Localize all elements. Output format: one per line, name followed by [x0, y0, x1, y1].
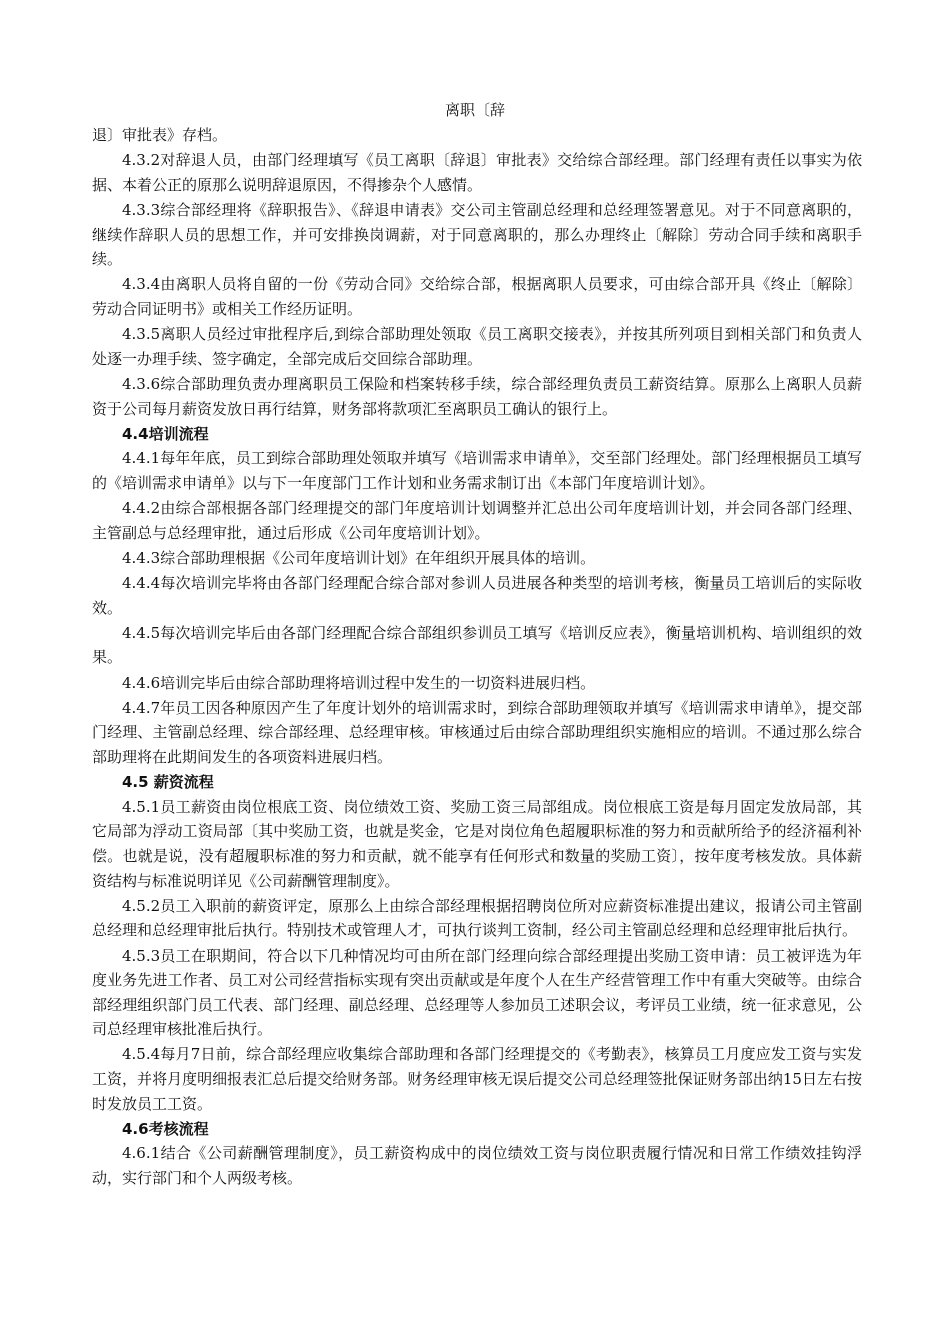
section-heading: 4.6考核流程	[122, 1119, 209, 1138]
paragraph: 4.4.2由综合部根据各部门经理提交的部门年度培训计划调整并汇总出公司年度培训计划，并会同各部门经理、主管副总与总经理审批，通过后形成《公司年度培训计划》。	[92, 499, 862, 542]
paragraph: 4.5.3员工在职期间，符合以下几种情况均可由所在部门经理向综合部经理提出奖励工资申请：员工被评选为年度业务先进工作者、员工对公司经营指标实现有突出贡献或是年度个人在生产经营管理工作中有重大突破等。由综合部经理组织部门员工代表、部门经理、副总经理、总经理等人参加员工述职会议，考评员工业绩，统一征求意见，公司总经理审核批准后执行。	[92, 946, 862, 1039]
paragraph: 4.4.3综合部助理根据《公司年度培训计划》在年组织开展具体的培训。	[122, 548, 596, 567]
document-body	[92, 123, 862, 1191]
paragraph: 4.5.2员工入职前的薪资评定，原那么上由综合部经理根据招聘岗位所对应薪资标准提出建议，报请公司主管副总经理和总经理审批后执行。特别技术或管理人才，可执行谈判工资制，经公司主管副总经理和总经理审批后执行。	[92, 896, 862, 940]
page-header-fragment: 离职〔辞	[444, 101, 505, 119]
paragraph: 4.3.6综合部助理负责办理离职员工保险和档案转移手续，综合部经理负责员工薪资结算。原那么上离职人员薪资于公司每月薪资发放日再行结算，财务部将款项汇至离职员工确认的银行上。	[92, 374, 862, 418]
paragraph: 4.6.1结合《公司薪酬管理制度》，员工薪资构成中的岗位绩效工资与岗位职责履行情况和日常工作绩效挂钩浮动，实行部门和个人两级考核。	[92, 1144, 862, 1188]
paragraph: 退〕审批表》存档。	[92, 126, 228, 144]
section-heading: 4.5 薪资流程	[122, 773, 214, 792]
paragraph: 4.3.4由离职人员将自留的一份《劳动合同》交给综合部，根据离职人员要求，可由综合部开具《终止〔解除〕劳动合同证明书》或相关工作经历证明。	[92, 275, 862, 318]
paragraph: 4.3.2对辞退人员，由部门经理填写《员工离职〔辞退〕审批表》交给综合部经理。部门经理有责任以事实为依据、本着公正的原那么说明辞退原因，不得掺杂个人感情。	[92, 151, 862, 194]
section-heading: 4.4培训流程	[122, 424, 209, 443]
paragraph: 4.5.1员工薪资由岗位根底工资、岗位绩效工资、奖励工资三局部组成。岗位根底工资是每月固定发放局部，其它局部为浮动工资局部〔其中奖励工资，也就是奖金，它是对岗位角色超履职标准的努力和贡献所给予的经济福利补偿。也就是说，没有超履职标准的努力和贡献，就不能享有任何形式和数量的奖励工资〕，按年度考核发放。具体薪资结构与标准说明详见《公司薪酬管理制度》。	[92, 797, 862, 890]
paragraph: 4.3.3综合部经理将《辞职报告》、《辞退申请表》交公司主管副总经理和总经理签署意见。对于不同意离职的，继续作辞职人员的思想工作，并可安排换岗调薪，对于同意离职的，那么办理终止〔解除〕劳动合同手续和离职手续。	[92, 200, 862, 269]
paragraph: 4.4.4每次培训完毕将由各部门经理配合综合部对参训人员进展各种类型的培训考核，衡量员工培训后的实际收效。	[92, 574, 862, 617]
paragraph: 4.4.5每次培训完毕后由各部门经理配合综合部组织参训员工填写《培训反应表》，衡量培训机构、培训组织的效果。	[92, 623, 862, 667]
paragraph: 4.4.6培训完毕后由综合部助理将培训过程中发生的一切资料进展归档。	[122, 673, 596, 692]
paragraph: 4.4.7年员工因各种原因产生了年度计划外的培训需求时，到综合部助理领取并填写《培训需求申请单》，提交部门经理、主管副总经理、综合部经理、总经理审核。审核通过后由综合部助理组织实施相应的培训。不通过那么综合部助理将在此期间发生的各项资料进展归档。	[92, 698, 862, 766]
paragraph: 4.5.4每月7日前，综合部经理应收集综合部助理和各部门经理提交的《考勤表》，核算员工月度应发工资与实发工资，并将月度明细报表汇总后提交给财务部。财务经理审核无误后提交公司总经理签批保证财务部出纳15日左右按时发放员工工资。	[92, 1045, 862, 1113]
paragraph: 4.4.1每年年底，员工到综合部助理处领取并填写《培训需求申请单》，交至部门经理处。部门经理根据员工填写的《培训需求申请单》以与下一年度部门工作计划和业务需求制订出《本部门年度培训计划》。	[92, 449, 862, 492]
paragraph: 4.3.5离职人员经过审批程序后,到综合部助理处领取《员工离职交接表》，并按其所列项目到相关部门和负责人处逐一办理手续、签字确定，全部完成后交回综合部助理。	[92, 325, 862, 368]
